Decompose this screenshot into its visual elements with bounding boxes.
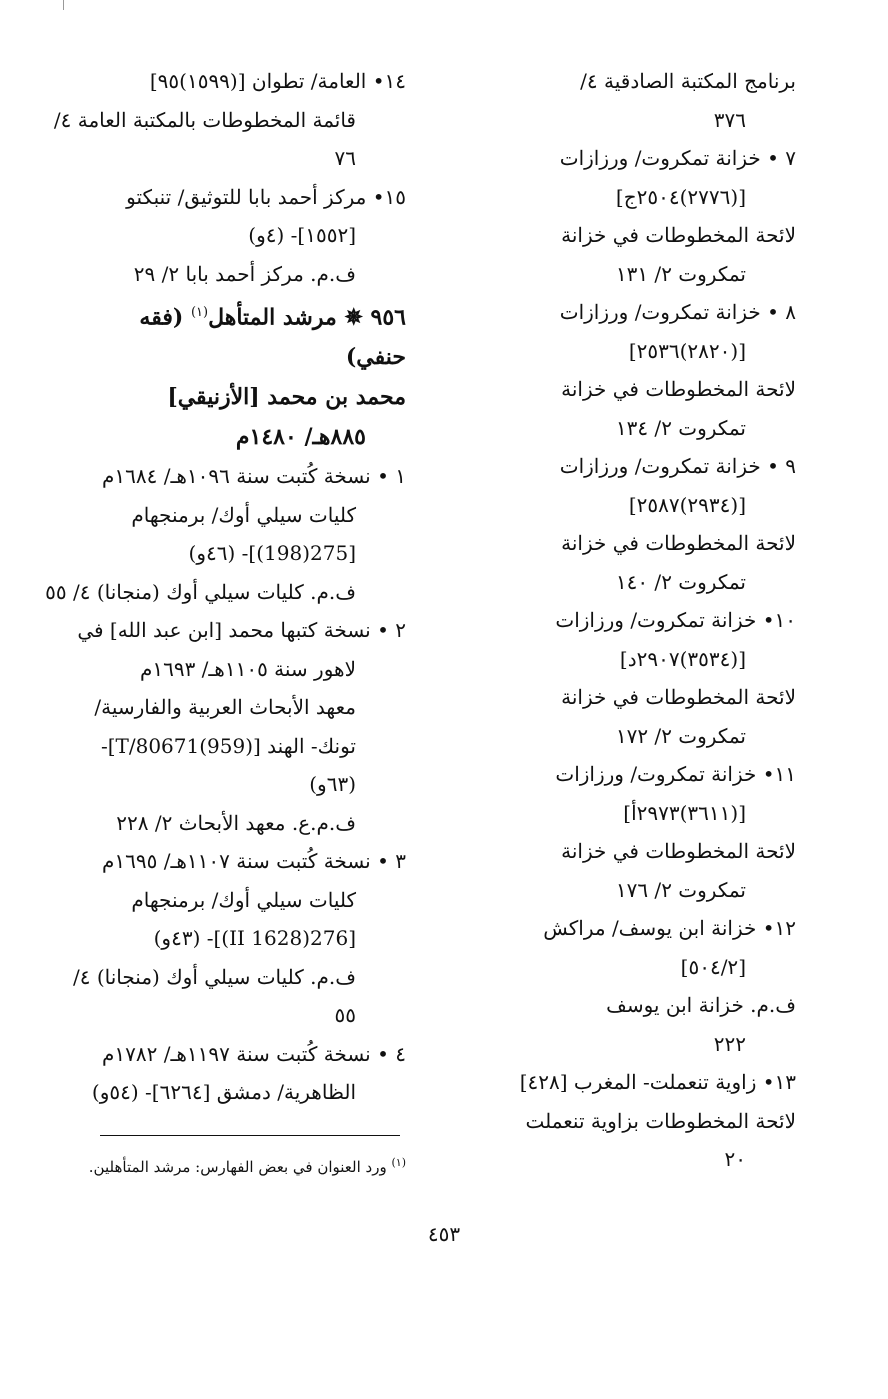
entry-line: [٥٠٤/٢] (680, 954, 746, 979)
catalog-entry (76, 611, 406, 842)
entry-line: [(٣٥٣٤)٢٩٠٧د] (619, 646, 746, 671)
entry-first-line: ٩ • خزانة تمكروت/ ورزازات (559, 454, 796, 478)
entry-heading (76, 293, 406, 457)
entry-line: ٧٦ (334, 146, 356, 170)
entry-first-line: ١٢• خزانة ابن يوسف/ مراكش (543, 916, 796, 940)
entry-line: ٥٥ (334, 1003, 356, 1028)
entry-line: ٣٧٦ (713, 107, 746, 132)
entry-line: لائحة المخطوطات في خزانة (561, 685, 796, 709)
entry-first-line: برنامج المكتبة الصادقية ٤/ (580, 69, 796, 93)
entry-first-line: ١٥• مركز أحمد بابا للتوثيق/ تنبكتو (126, 184, 406, 209)
entry-line: ف.م.ع. معهد الأبحاث ٢/ ٢٢٨ (116, 810, 356, 835)
entry-line: ٢٢٢ (713, 1031, 746, 1056)
entry-first-line: ٤ • نسخة كُتبت سنة ١١٩٧هـ/ ١٧٨٢م (102, 1041, 406, 1066)
heading-date: ٨٨٥هـ/ ١٤٨٠م (235, 424, 366, 451)
footnote (76, 1152, 406, 1178)
entry-line: لاهور سنة ١١٠٥هـ/ ١٦٩٣م (139, 656, 356, 681)
catalog-entry (444, 1063, 796, 1179)
catalog-entry (444, 139, 796, 293)
catalog-entry (444, 62, 796, 139)
entry-line: تونك- الهند [T/80671(959)]- (100, 733, 356, 758)
heading-author: محمد بن محمد [الأزنيقي] (167, 384, 406, 411)
catalog-entry (444, 601, 796, 755)
entry-line: [276(1628 II)]- (٤٣و) (153, 926, 356, 951)
entry-line: تمكروت ٢/ ١٣٤ (615, 415, 746, 440)
left-column (45, 62, 406, 1112)
entry-line: لائحة المخطوطات في خزانة (561, 531, 796, 555)
right-column (444, 62, 796, 1179)
footnote-marker-ref: (١) (391, 1156, 406, 1169)
entry-line: [١٥٥٢]- (٤و) (248, 223, 356, 247)
footnote-divider (100, 1135, 400, 1136)
entry-line: [(٢٨٢٠)٢٥٣٦] (628, 338, 746, 363)
entry-first-line: ١٠• خزانة تمكروت/ ورزازات (555, 608, 796, 632)
left-entries-after-heading (45, 457, 406, 1112)
heading-title-tail: (فقه (139, 304, 191, 331)
catalog-entry (444, 293, 796, 447)
entry-line: لائحة المخطوطات في خزانة (561, 223, 796, 247)
entry-first-line: ٣ • نسخة كُتبت سنة ١١٠٧هـ/ ١٦٩٥م (102, 849, 406, 874)
entry-line: كليات سيلي أوك/ برمنجهام (131, 502, 356, 527)
catalog-entry (444, 447, 796, 601)
entry-first-line: ٧ • خزانة تمكروت/ ورزازات (559, 146, 796, 170)
entry-line: ٢٠ (724, 1147, 746, 1171)
scan-mark (63, 0, 66, 10)
entry-first-line: ٢ • نسخة كتبها محمد [ابن عبد الله] في (77, 618, 406, 643)
left-entries-before-heading (53, 62, 406, 293)
entry-line: [(٢٧٧٦)٢٥٠٤ج] (615, 184, 746, 209)
entry-line: ف.م. كليات سيلي أوك (منجانا) ٤/ (72, 964, 356, 989)
entry-first-line: ١ • نسخة كُتبت سنة ١٠٩٦هـ/ ١٦٨٤م (102, 464, 406, 489)
entry-line: لائحة المخطوطات في خزانة (561, 839, 796, 863)
entry-line: (٦٣و) (309, 772, 356, 797)
entry-line: ف.م. مركز أحمد بابا ٢/ ٢٩ (133, 261, 356, 286)
entry-line: [(٢٩٣٤)٢٥٨٧] (628, 492, 746, 517)
heading-title-line2: حنفي) (345, 344, 406, 371)
catalog-entry (76, 1035, 406, 1112)
entry-line: تمكروت ٢/ ١٧٢ (615, 723, 746, 748)
entry-line: قائمة المخطوطات بالمكتبة العامة ٤/ (53, 107, 356, 132)
entry-line: كليات سيلي أوك/ برمنجهام (131, 887, 356, 912)
entry-line: [(٣٦١١)٢٩٧٣أ] (623, 800, 746, 825)
entry-line: [275(198)]- (٤٦و) (188, 541, 356, 566)
entry-line: تمكروت ٢/ ١٣١ (615, 261, 746, 286)
entry-line: الظاهرية/ دمشق [٦٢٦٤]- (٥٤و) (91, 1080, 356, 1105)
page-number: ٤٥٣ (427, 1222, 461, 1246)
catalog-entry (45, 457, 406, 611)
entry-line: تمكروت ٢/ ١٤٠ (615, 569, 746, 594)
entry-line: معهد الأبحاث العربية والفارسية/ (94, 695, 356, 720)
entry-first-line: ١١• خزانة تمكروت/ ورزازات (555, 762, 796, 786)
entry-line: لائحة المخطوطات في خزانة (561, 377, 796, 401)
entry-first-line: ٨ • خزانة تمكروت/ ورزازات (559, 300, 796, 324)
catalog-entry (72, 842, 406, 1035)
entry-first-line: ١٤• العامة/ تطوان [(١٥٩٩)٩٥] (149, 69, 406, 93)
catalog-entry (444, 755, 796, 909)
entry-line: ف.م. كليات سيلي أوك (منجانا) ٤/ ٥٥ (45, 579, 356, 604)
entry-first-line: ١٣• زاوية تنعملت- المغرب [٤٢٨] (519, 1070, 796, 1094)
entry-line: لائحة المخطوطات بزاوية تنعملت (525, 1108, 796, 1133)
heading-title: ٩٥٦ ✵ مرشد المتأهل (208, 304, 406, 331)
footnote-text: ورد العنوان في بعض الفهارس: مرشد المتأهلين. (88, 1158, 392, 1176)
entry-line: تمكروت ٢/ ١٧٦ (615, 877, 746, 902)
footnote-marker: (١) (190, 305, 209, 320)
entry-line: ف.م. خزانة ابن يوسف (606, 993, 796, 1017)
catalog-entry (53, 62, 406, 178)
catalog-entry (444, 909, 796, 1063)
catalog-entry (76, 178, 406, 294)
